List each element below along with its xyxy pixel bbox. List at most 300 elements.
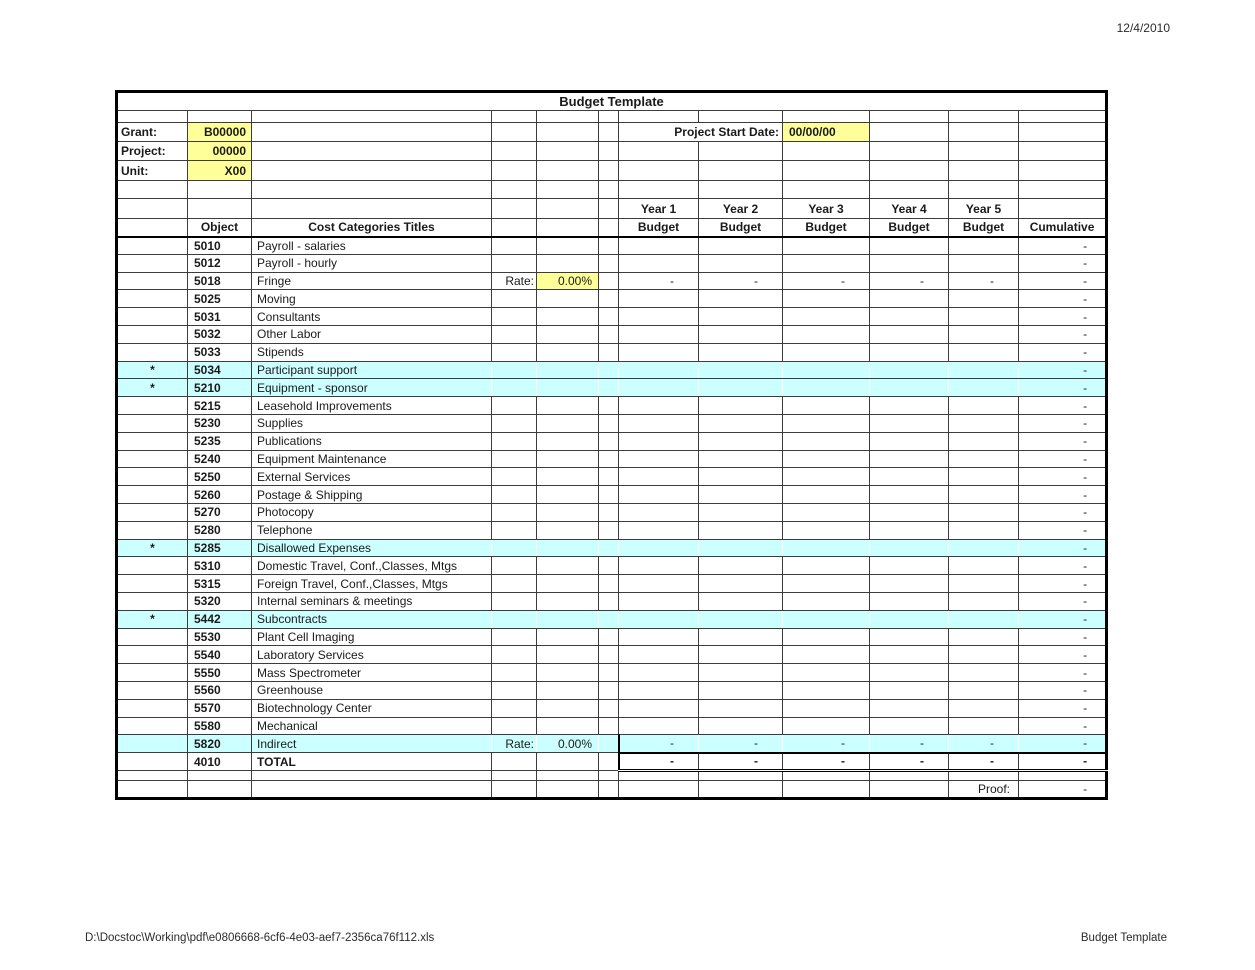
cell-year4-budget xyxy=(870,557,949,575)
cell-year4-budget xyxy=(870,450,949,468)
cell-rate-value xyxy=(537,325,599,343)
cell-year2-budget: - xyxy=(699,753,783,771)
cell-year3-budget xyxy=(783,237,870,255)
cell-category-title: Greenhouse xyxy=(252,681,492,699)
cell-rate-label xyxy=(492,557,537,575)
start-date-label: Project Start Date: xyxy=(619,123,783,142)
cell-rate-value xyxy=(537,664,599,682)
cell-year3-budget xyxy=(783,557,870,575)
cell-category-title: Stipends xyxy=(252,343,492,361)
cell-year3-budget xyxy=(783,254,870,272)
budget-line-row xyxy=(117,503,1107,521)
cell-year5-budget xyxy=(949,450,1019,468)
cell-year1-budget: - xyxy=(619,753,699,771)
cell-cumulative: - xyxy=(1019,610,1107,628)
cell-rate-label xyxy=(492,343,537,361)
cell-object-code: 5820 xyxy=(188,735,252,753)
cell-year1-budget xyxy=(619,717,699,735)
budget-table xyxy=(115,90,1108,800)
cell-rate-value xyxy=(537,521,599,539)
project-label: Project: xyxy=(117,142,188,161)
cell-year5-budget xyxy=(949,361,1019,379)
cell-object-code: 5570 xyxy=(188,699,252,717)
cell-year3-budget xyxy=(783,681,870,699)
cell-year5-budget xyxy=(949,325,1019,343)
cell-restricted-flag xyxy=(117,717,188,735)
cell-category-title: Internal seminars & meetings xyxy=(252,592,492,610)
project-value: 00000 xyxy=(188,142,252,161)
cell-category-title: Other Labor xyxy=(252,325,492,343)
footer-document-title: Budget Template xyxy=(1080,932,1167,944)
budget-header: Budget xyxy=(699,219,783,237)
cell-year5-budget xyxy=(949,414,1019,432)
cell-cumulative: - xyxy=(1019,539,1107,557)
budget-line-row xyxy=(117,272,1107,290)
cell-year2-budget xyxy=(699,308,783,326)
cell-restricted-flag xyxy=(117,664,188,682)
cell-rate-value xyxy=(537,361,599,379)
budget-header: Budget xyxy=(619,219,699,237)
cell-year1-budget xyxy=(619,325,699,343)
cell-year5-budget xyxy=(949,379,1019,397)
cell-year2-budget xyxy=(699,290,783,308)
cell-restricted-flag xyxy=(117,450,188,468)
unit-row xyxy=(117,161,1107,181)
cell-year1-budget xyxy=(619,308,699,326)
cell-rate-value xyxy=(537,379,599,397)
cell-year1-budget xyxy=(619,432,699,450)
cell-year1-budget xyxy=(619,628,699,646)
cell-rate-value xyxy=(537,397,599,415)
cell-cumulative: - xyxy=(1019,735,1107,753)
cell-category-title: Moving xyxy=(252,290,492,308)
cell-year3-budget xyxy=(783,414,870,432)
cell-year4-budget: - xyxy=(870,272,949,290)
cell-year1-budget xyxy=(619,610,699,628)
cell-rate-label xyxy=(492,432,537,450)
cell-year3-budget xyxy=(783,450,870,468)
cell-year5-budget xyxy=(949,592,1019,610)
budget-line-row xyxy=(117,468,1107,486)
cell-restricted-flag xyxy=(117,237,188,255)
cell-gap xyxy=(599,592,619,610)
cell-cumulative: - xyxy=(1019,361,1107,379)
cell-category-title: Biotechnology Center xyxy=(252,699,492,717)
cell-cumulative: - xyxy=(1019,414,1107,432)
cell-year4-budget xyxy=(870,325,949,343)
budget-line-row xyxy=(117,343,1107,361)
cell-cumulative: - xyxy=(1019,237,1107,255)
cell-year4-budget xyxy=(870,432,949,450)
cell-year2-budget xyxy=(699,628,783,646)
cell-rate-value xyxy=(537,468,599,486)
cell-rate-value xyxy=(537,237,599,255)
spacer-row xyxy=(117,181,1107,199)
cell-rate-label xyxy=(492,468,537,486)
cell-rate-label xyxy=(492,753,537,771)
cell-year4-budget xyxy=(870,237,949,255)
cell-restricted-flag xyxy=(117,308,188,326)
cell-object-code: 5580 xyxy=(188,717,252,735)
cell-year4-budget xyxy=(870,610,949,628)
cell-category-title: Fringe xyxy=(252,272,492,290)
cumulative-header: Cumulative xyxy=(1019,219,1107,237)
cell-category-title: Consultants xyxy=(252,308,492,326)
budget-line-row xyxy=(117,699,1107,717)
object-header: Object xyxy=(188,219,252,237)
cell-year4-budget xyxy=(870,308,949,326)
cell-year5-budget xyxy=(949,575,1019,593)
cell-cumulative: - xyxy=(1019,379,1107,397)
budget-line-row xyxy=(117,521,1107,539)
cell-year4-budget xyxy=(870,503,949,521)
cell-rate-label xyxy=(492,521,537,539)
cell-category-title: Supplies xyxy=(252,414,492,432)
cell-object-code: 5320 xyxy=(188,592,252,610)
footer-file-path: D:\Docstoc\Working\pdf\e0806668-6cf6-4e03-aef7-2356ca76f112.xls xyxy=(85,932,435,944)
cell-rate-value xyxy=(537,539,599,557)
budget-line-row xyxy=(117,308,1107,326)
cell-year5-budget: - xyxy=(949,272,1019,290)
cell-year1-budget xyxy=(619,699,699,717)
cell-year4-budget xyxy=(870,592,949,610)
year2-header: Year 2 xyxy=(699,199,783,219)
cell-year5-budget: - xyxy=(949,753,1019,771)
cell-rate-value xyxy=(537,610,599,628)
budget-line-row xyxy=(117,361,1107,379)
proof-label: Proof: xyxy=(949,780,1019,798)
cell-year5-budget xyxy=(949,699,1019,717)
cell-year5-budget xyxy=(949,610,1019,628)
cell-restricted-flag xyxy=(117,414,188,432)
cell-rate-label xyxy=(492,290,537,308)
cell-gap xyxy=(599,610,619,628)
cell-year1-budget xyxy=(619,486,699,504)
cell-gap xyxy=(599,361,619,379)
cell-rate-label xyxy=(492,486,537,504)
budget-line-row xyxy=(117,379,1107,397)
cell-year3-budget xyxy=(783,308,870,326)
cell-object-code: 5210 xyxy=(188,379,252,397)
cell-gap xyxy=(599,450,619,468)
cell-cumulative: - xyxy=(1019,717,1107,735)
sheet-title: Budget Template xyxy=(117,92,1107,111)
grant-row xyxy=(117,123,1107,142)
cell-rate-value xyxy=(537,699,599,717)
cell-restricted-flag xyxy=(117,735,188,753)
cell-cumulative: - xyxy=(1019,486,1107,504)
cell-restricted-flag xyxy=(117,557,188,575)
cell-year3-budget xyxy=(783,521,870,539)
cell-year4-budget xyxy=(870,717,949,735)
year3-header: Year 3 xyxy=(783,199,870,219)
cell-object-code: 5250 xyxy=(188,468,252,486)
cell-year2-budget xyxy=(699,664,783,682)
cell-rate-label xyxy=(492,699,537,717)
cell-year3-budget: - xyxy=(783,753,870,771)
cell-rate-label: Rate: xyxy=(492,735,537,753)
cell-rate-value xyxy=(537,450,599,468)
sheet-title-row xyxy=(117,92,1107,111)
cell-year3-budget: - xyxy=(783,735,870,753)
cell-rate-label xyxy=(492,539,537,557)
cell-object-code: 5235 xyxy=(188,432,252,450)
cell-year3-budget xyxy=(783,397,870,415)
cell-restricted-flag xyxy=(117,681,188,699)
cell-restricted-flag: * xyxy=(117,539,188,557)
cell-gap xyxy=(599,308,619,326)
cell-rate-label xyxy=(492,628,537,646)
proof-value: - xyxy=(1019,780,1107,798)
cost-categories-header: Cost Categories Titles xyxy=(252,219,492,237)
cell-object-code: 4010 xyxy=(188,753,252,771)
cell-gap xyxy=(599,699,619,717)
cell-year1-budget xyxy=(619,237,699,255)
cell-category-title: External Services xyxy=(252,468,492,486)
cell-object-code: 5032 xyxy=(188,325,252,343)
spacer-row xyxy=(117,111,1107,123)
budget-line-row xyxy=(117,592,1107,610)
cell-category-title: Payroll - salaries xyxy=(252,237,492,255)
cell-year2-budget xyxy=(699,379,783,397)
cell-rate-value xyxy=(537,432,599,450)
cell-rate-label xyxy=(492,717,537,735)
budget-line-row xyxy=(117,414,1107,432)
cell-gap xyxy=(599,717,619,735)
cell-gap xyxy=(599,628,619,646)
start-date-value: 00/00/00 xyxy=(783,123,870,142)
cell-gap xyxy=(599,575,619,593)
cell-object-code: 5230 xyxy=(188,414,252,432)
cell-object-code: 5280 xyxy=(188,521,252,539)
cell-cumulative: - xyxy=(1019,681,1107,699)
cell-year4-budget: - xyxy=(870,735,949,753)
cell-rate-label xyxy=(492,397,537,415)
cell-restricted-flag xyxy=(117,486,188,504)
cell-year1-budget xyxy=(619,557,699,575)
cell-gap xyxy=(599,343,619,361)
cell-rate-label xyxy=(492,450,537,468)
cell-year1-budget: - xyxy=(619,272,699,290)
cell-restricted-flag: * xyxy=(117,379,188,397)
budget-line-row xyxy=(117,557,1107,575)
cell-cumulative: - xyxy=(1019,254,1107,272)
cell-year4-budget xyxy=(870,486,949,504)
cell-year4-budget xyxy=(870,361,949,379)
cell-year1-budget xyxy=(619,414,699,432)
cell-year2-budget xyxy=(699,468,783,486)
cell-year1-budget xyxy=(619,379,699,397)
cell-cumulative: - xyxy=(1019,753,1107,771)
cell-year2-budget xyxy=(699,557,783,575)
budget-header: Budget xyxy=(949,219,1019,237)
cell-object-code: 5025 xyxy=(188,290,252,308)
cell-year2-budget xyxy=(699,325,783,343)
cell-restricted-flag xyxy=(117,699,188,717)
cell-year5-budget xyxy=(949,254,1019,272)
cell-year2-budget xyxy=(699,397,783,415)
cell-year2-budget xyxy=(699,646,783,664)
cell-year2-budget xyxy=(699,361,783,379)
cell-cumulative: - xyxy=(1019,592,1107,610)
cell-year3-budget xyxy=(783,699,870,717)
cell-year5-budget xyxy=(949,290,1019,308)
cell-restricted-flag xyxy=(117,432,188,450)
cell-year4-budget xyxy=(870,343,949,361)
cell-year1-budget xyxy=(619,646,699,664)
cell-year4-budget xyxy=(870,468,949,486)
cell-year5-budget xyxy=(949,646,1019,664)
cell-rate-value xyxy=(537,681,599,699)
budget-spreadsheet xyxy=(115,90,1108,800)
cell-year5-budget xyxy=(949,468,1019,486)
budget-line-row xyxy=(117,450,1107,468)
cell-year4-budget xyxy=(870,379,949,397)
cell-object-code: 5540 xyxy=(188,646,252,664)
cell-year1-budget xyxy=(619,681,699,699)
cell-object-code: 5010 xyxy=(188,237,252,255)
cell-restricted-flag xyxy=(117,254,188,272)
cell-year1-budget: - xyxy=(619,735,699,753)
cell-category-title: Foreign Travel, Conf.,Classes, Mtgs xyxy=(252,575,492,593)
cell-cumulative: - xyxy=(1019,575,1107,593)
cell-object-code: 5018 xyxy=(188,272,252,290)
cell-restricted-flag xyxy=(117,521,188,539)
cell-cumulative: - xyxy=(1019,699,1107,717)
cell-year1-budget xyxy=(619,290,699,308)
cell-category-title: Laboratory Services xyxy=(252,646,492,664)
cell-year3-budget xyxy=(783,379,870,397)
cell-year5-budget xyxy=(949,717,1019,735)
cell-year1-budget xyxy=(619,575,699,593)
budget-rows xyxy=(117,237,1107,771)
cell-year2-budget xyxy=(699,254,783,272)
cell-year2-budget: - xyxy=(699,272,783,290)
cell-object-code: 5260 xyxy=(188,486,252,504)
cell-year1-budget xyxy=(619,450,699,468)
cell-rate-value xyxy=(537,646,599,664)
cell-year1-budget xyxy=(619,503,699,521)
cell-category-title: Publications xyxy=(252,432,492,450)
cell-category-title: Equipment - sponsor xyxy=(252,379,492,397)
cell-year2-budget xyxy=(699,699,783,717)
cell-cumulative: - xyxy=(1019,397,1107,415)
cell-rate-label xyxy=(492,325,537,343)
cell-gap xyxy=(599,557,619,575)
cell-cumulative: - xyxy=(1019,325,1107,343)
cell-restricted-flag xyxy=(117,397,188,415)
cell-year2-budget xyxy=(699,503,783,521)
total-row xyxy=(117,753,1107,771)
cell-year3-budget xyxy=(783,361,870,379)
cell-cumulative: - xyxy=(1019,628,1107,646)
cell-year2-budget xyxy=(699,237,783,255)
cell-rate-value xyxy=(537,486,599,504)
cell-cumulative: - xyxy=(1019,290,1107,308)
cell-gap xyxy=(599,681,619,699)
cell-object-code: 5270 xyxy=(188,503,252,521)
cell-restricted-flag xyxy=(117,646,188,664)
column-header-row xyxy=(117,219,1107,237)
cell-year2-budget xyxy=(699,414,783,432)
cell-category-title: Postage & Shipping xyxy=(252,486,492,504)
cell-rate-label xyxy=(492,379,537,397)
cell-year4-budget xyxy=(870,414,949,432)
cell-rate-label: Rate: xyxy=(492,272,537,290)
cell-gap xyxy=(599,379,619,397)
budget-line-row xyxy=(117,486,1107,504)
cell-year3-budget xyxy=(783,325,870,343)
cell-cumulative: - xyxy=(1019,450,1107,468)
budget-header: Budget xyxy=(783,219,870,237)
cell-year3-budget xyxy=(783,646,870,664)
cell-rate-value xyxy=(537,503,599,521)
cell-category-title: Leasehold Improvements xyxy=(252,397,492,415)
cell-year1-budget xyxy=(619,521,699,539)
cell-cumulative: - xyxy=(1019,272,1107,290)
cell-object-code: 5031 xyxy=(188,308,252,326)
project-row xyxy=(117,142,1107,161)
cell-year3-budget xyxy=(783,503,870,521)
budget-line-row xyxy=(117,254,1107,272)
cell-year3-budget xyxy=(783,592,870,610)
cell-category-title: Payroll - hourly xyxy=(252,254,492,272)
cell-restricted-flag xyxy=(117,272,188,290)
cell-restricted-flag: * xyxy=(117,361,188,379)
cell-year1-budget xyxy=(619,343,699,361)
budget-line-row xyxy=(117,237,1107,255)
cell-year4-budget xyxy=(870,397,949,415)
cell-year1-budget xyxy=(619,361,699,379)
cell-category-title: Telephone xyxy=(252,521,492,539)
cell-object-code: 5315 xyxy=(188,575,252,593)
cell-year5-budget xyxy=(949,432,1019,450)
year5-header: Year 5 xyxy=(949,199,1019,219)
cell-gap xyxy=(599,290,619,308)
cell-year2-budget xyxy=(699,521,783,539)
cell-year5-budget xyxy=(949,628,1019,646)
cell-object-code: 5215 xyxy=(188,397,252,415)
cell-rate-label xyxy=(492,575,537,593)
budget-header: Budget xyxy=(870,219,949,237)
cell-restricted-flag xyxy=(117,343,188,361)
cell-gap xyxy=(599,237,619,255)
cell-year3-budget xyxy=(783,717,870,735)
cell-cumulative: - xyxy=(1019,521,1107,539)
cell-rate-label xyxy=(492,664,537,682)
cell-restricted-flag xyxy=(117,753,188,771)
cell-category-title: Equipment Maintenance xyxy=(252,450,492,468)
cell-rate-label xyxy=(492,254,537,272)
cell-rate-label xyxy=(492,414,537,432)
cell-restricted-flag xyxy=(117,325,188,343)
cell-object-code: 5034 xyxy=(188,361,252,379)
cell-rate-label xyxy=(492,361,537,379)
year-header-row xyxy=(117,199,1107,219)
cell-rate-value xyxy=(537,414,599,432)
cell-year3-budget xyxy=(783,664,870,682)
cell-object-code: 5442 xyxy=(188,610,252,628)
cell-restricted-flag xyxy=(117,290,188,308)
cell-year5-budget xyxy=(949,664,1019,682)
cell-rate-label xyxy=(492,646,537,664)
cell-rate-value xyxy=(537,308,599,326)
cell-year3-budget xyxy=(783,575,870,593)
cell-gap xyxy=(599,735,619,753)
cell-year5-budget xyxy=(949,308,1019,326)
cell-rate-value xyxy=(537,753,599,771)
grant-label: Grant: xyxy=(117,123,188,142)
